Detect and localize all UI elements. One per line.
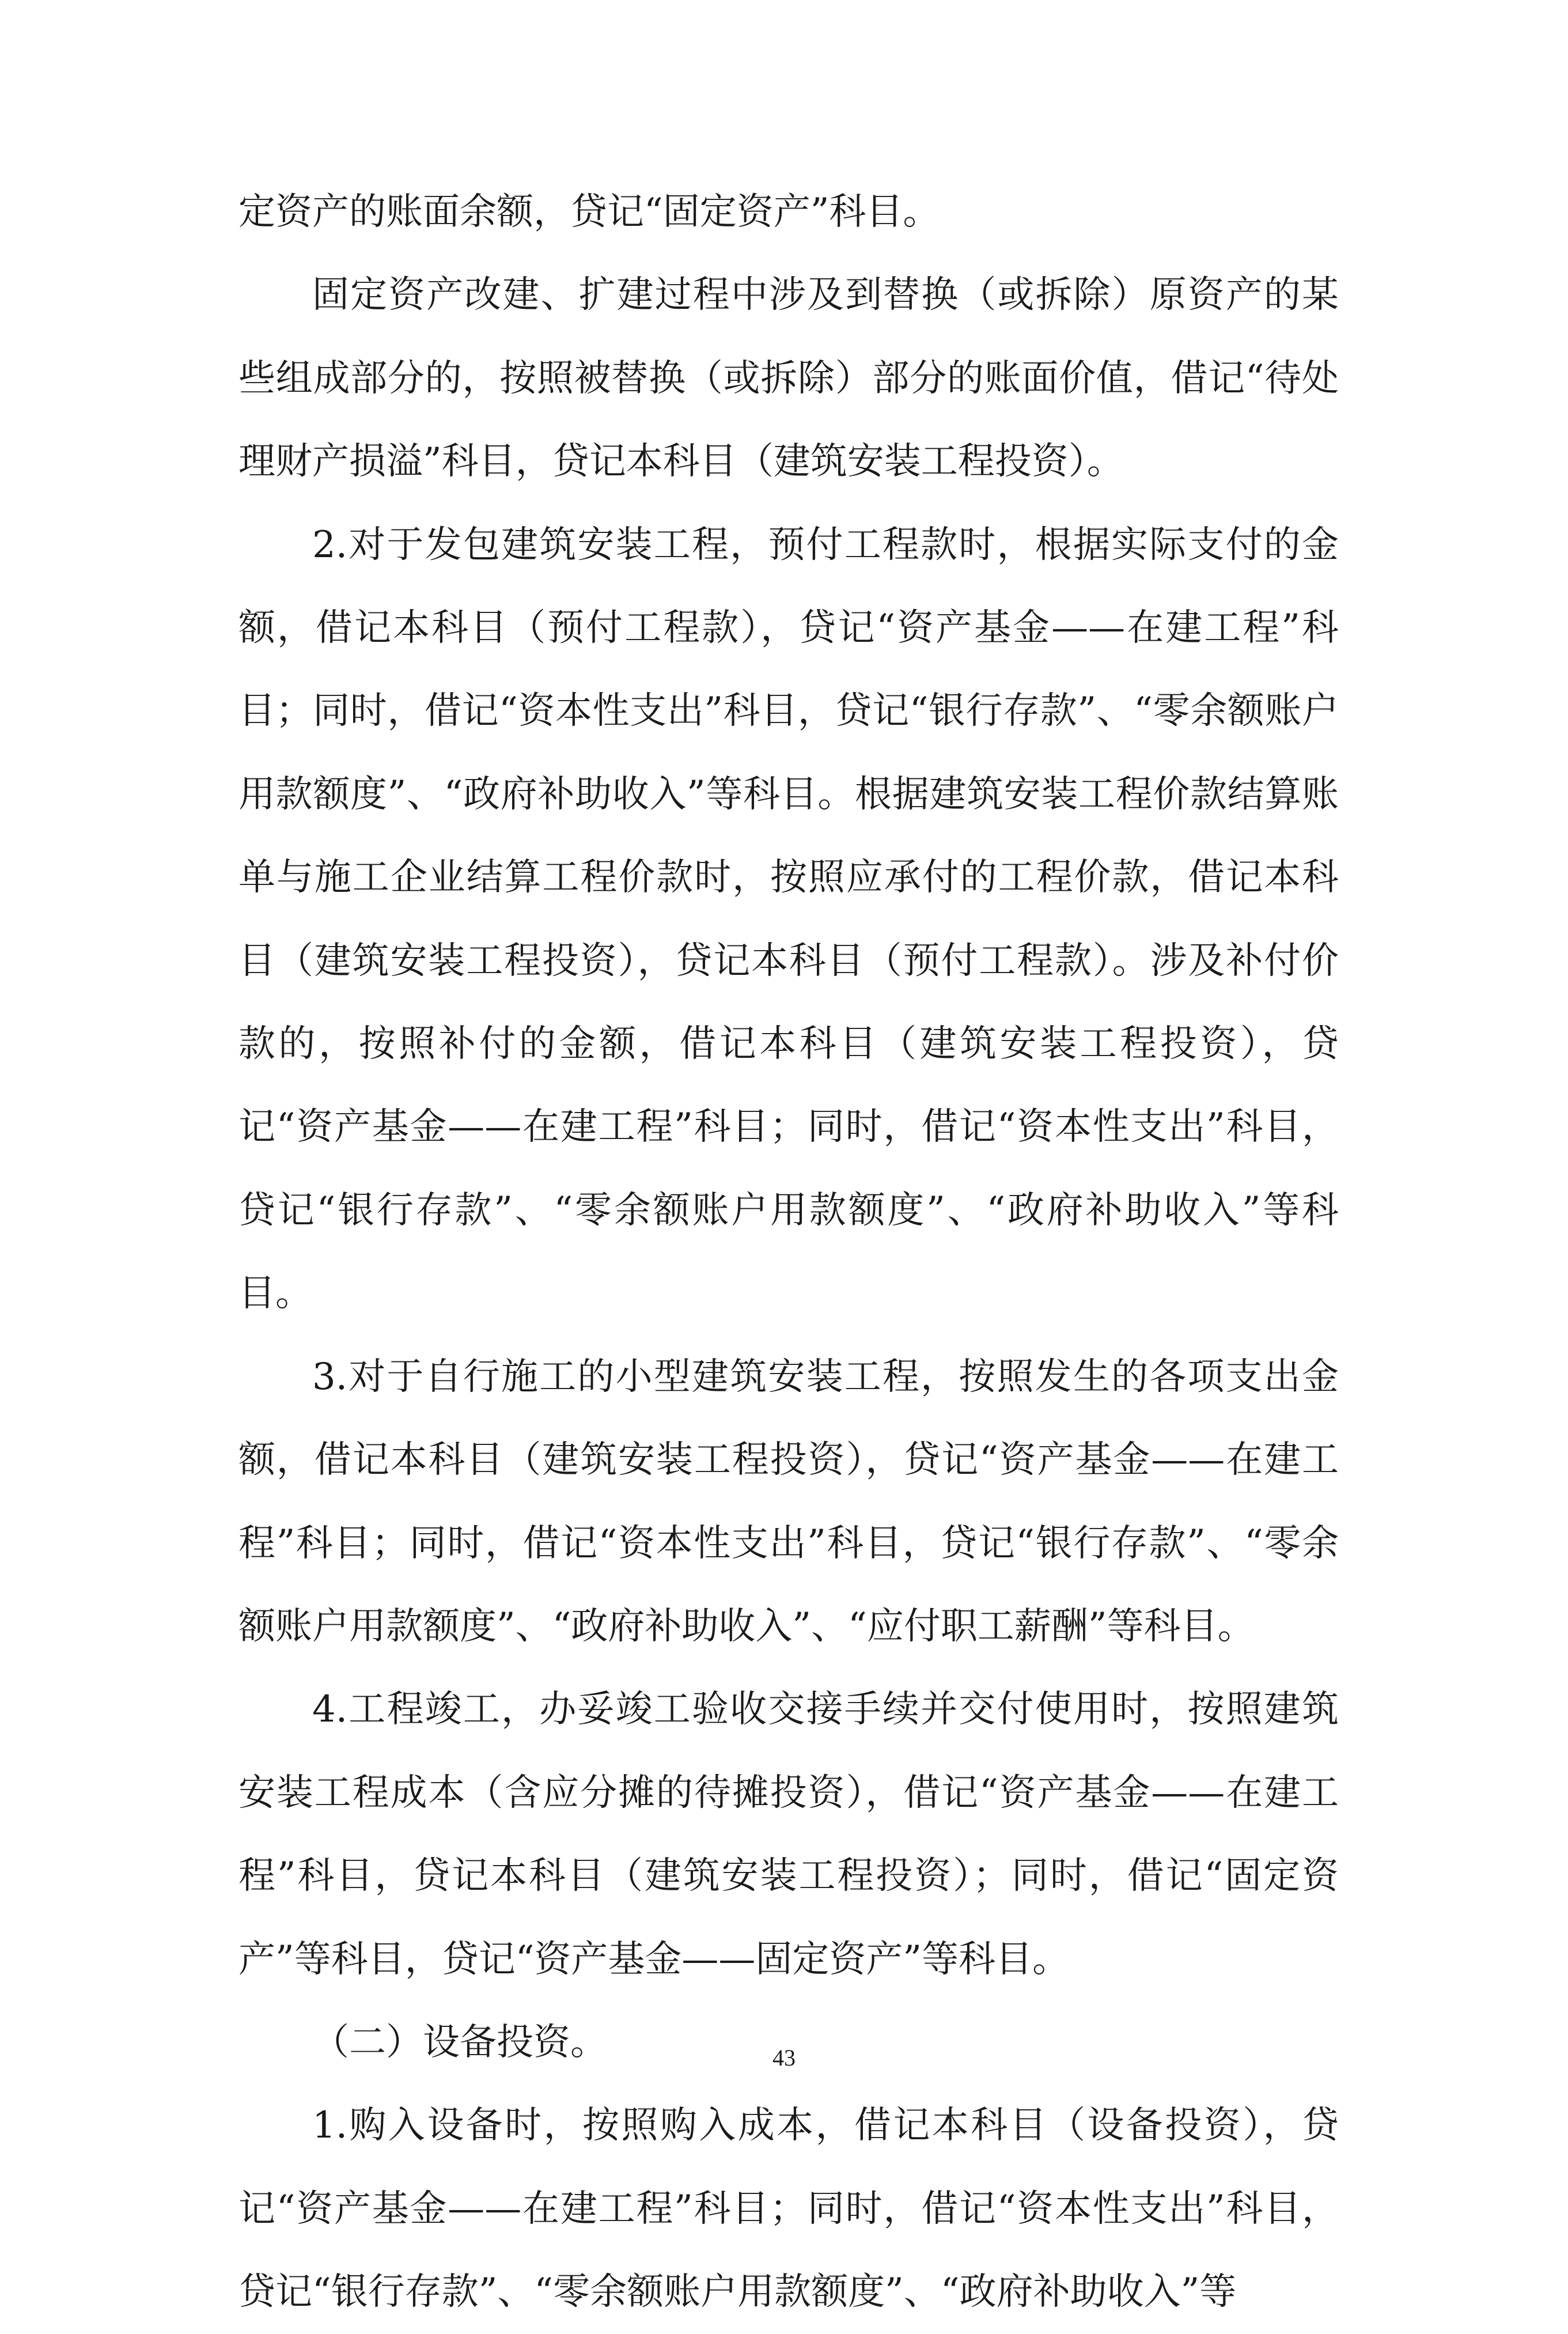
paragraph-fixed-asset-rebuild: 固定资产改建、扩建过程中涉及到替换（或拆除）原资产的某些组成部分的，按照被替换（或拆除）部分的账面价值，借记“待处理财产损溢”科目，贷记本科目（建筑安装工程投资）。: [238, 274, 1339, 483]
body-text: [238, 171, 1339, 2334]
page-number: 43: [772, 2045, 796, 2071]
paragraph-item-3-self-construction: 3.对于自行施工的小型建筑安装工程，按照发生的各项支出金额，借记本科目（建筑安装工程投资），贷记“资产基金——在建工程”科目；同时，借记“资本性支出”科目，贷记“银行存款”、“零余额账户用款额度”、“政府补助收入”、“应付职工薪酬”等科目。: [238, 1355, 1339, 1648]
paragraph-item-4-completion: 4.工程竣工，办妥竣工验收交接手续并交付使用时，按照建筑安装工程成本（含应分摊的待摊投资），借记“资产基金——在建工程”科目，贷记本科目（建筑安装工程投资）；同时，借记“固定资产”等科目，贷记“资产基金——固定资产”等科目。: [238, 1688, 1339, 1981]
paragraph-equipment-item-1: 1.购入设备时，按照购入成本，借记本科目（设备投资），贷记“资产基金——在建工程”科目；同时，借记“资本性支出”科目，贷记“银行存款”、“零余额账户用款额度”、“政府补助收入”等: [238, 2104, 1339, 2314]
section-heading-equipment-investment: （二）设备投资。: [312, 2021, 607, 2064]
paragraph-item-2-contracted-construction: 2.对于发包建筑安装工程，预付工程款时，根据实际支付的金额，借记本科目（预付工程款），贷记“资产基金——在建工程”科目；同时，借记“资本性支出”科目，贷记“银行存款”、“零余额账户用款额度”、“政府补助收入”等科目。根据建筑安装工程价款结算账单与施工企业结算工程价款时，按照应承付的工程价款，借记本科目（建筑安装工程投资），贷记本科目（预付工程款）。涉及补付价款的，按照补付的金额，借记本科目（建筑安装工程投资），贷记“资产基金——在建工程”科目；同时，借记“资本性支出”科目，贷记“银行存款”、“零余额账户用款额度”、“政府补助收入”等科目。: [238, 523, 1339, 1315]
paragraph-continuation: 定资产的账面余额，贷记“固定资产”科目。: [238, 191, 940, 233]
